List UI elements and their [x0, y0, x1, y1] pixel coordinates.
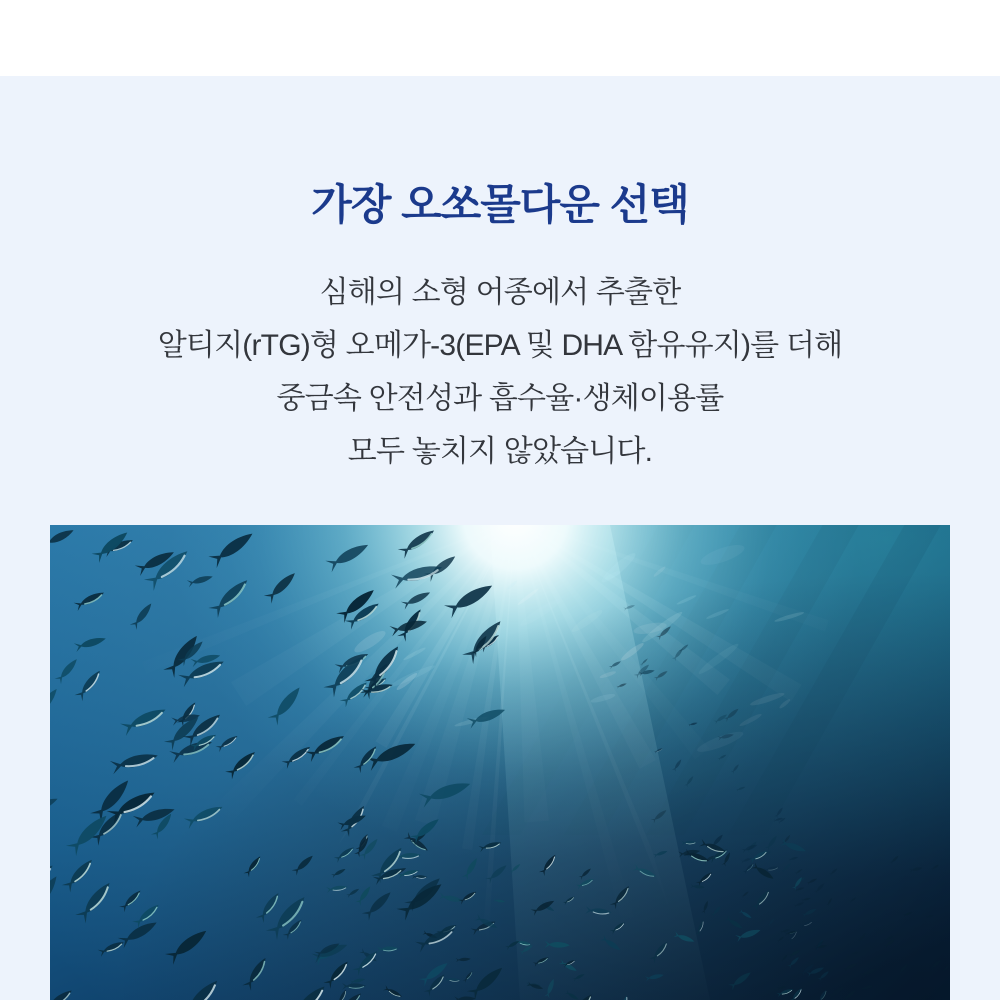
paragraph-line: 알티지(rTG)형 오메가-3(EPA 및 DHA 함유유지)를 더해 [157, 329, 843, 362]
section-heading: 가장 오쏘몰다운 선택 [311, 181, 689, 228]
paragraph-line: 중금속 안전성과 흡수율·생체이용률 [276, 382, 724, 415]
top-white-strip [0, 0, 1000, 76]
paragraph-line: 모두 놓치지 않았습니다. [347, 435, 653, 468]
underwater-fish-photo [50, 525, 950, 1000]
underwater-scene [50, 525, 950, 1000]
section-paragraph [0, 266, 1000, 478]
paragraph-line: 심해의 소형 어종에서 추출한 [319, 276, 681, 309]
deep-shadow [50, 525, 950, 1000]
